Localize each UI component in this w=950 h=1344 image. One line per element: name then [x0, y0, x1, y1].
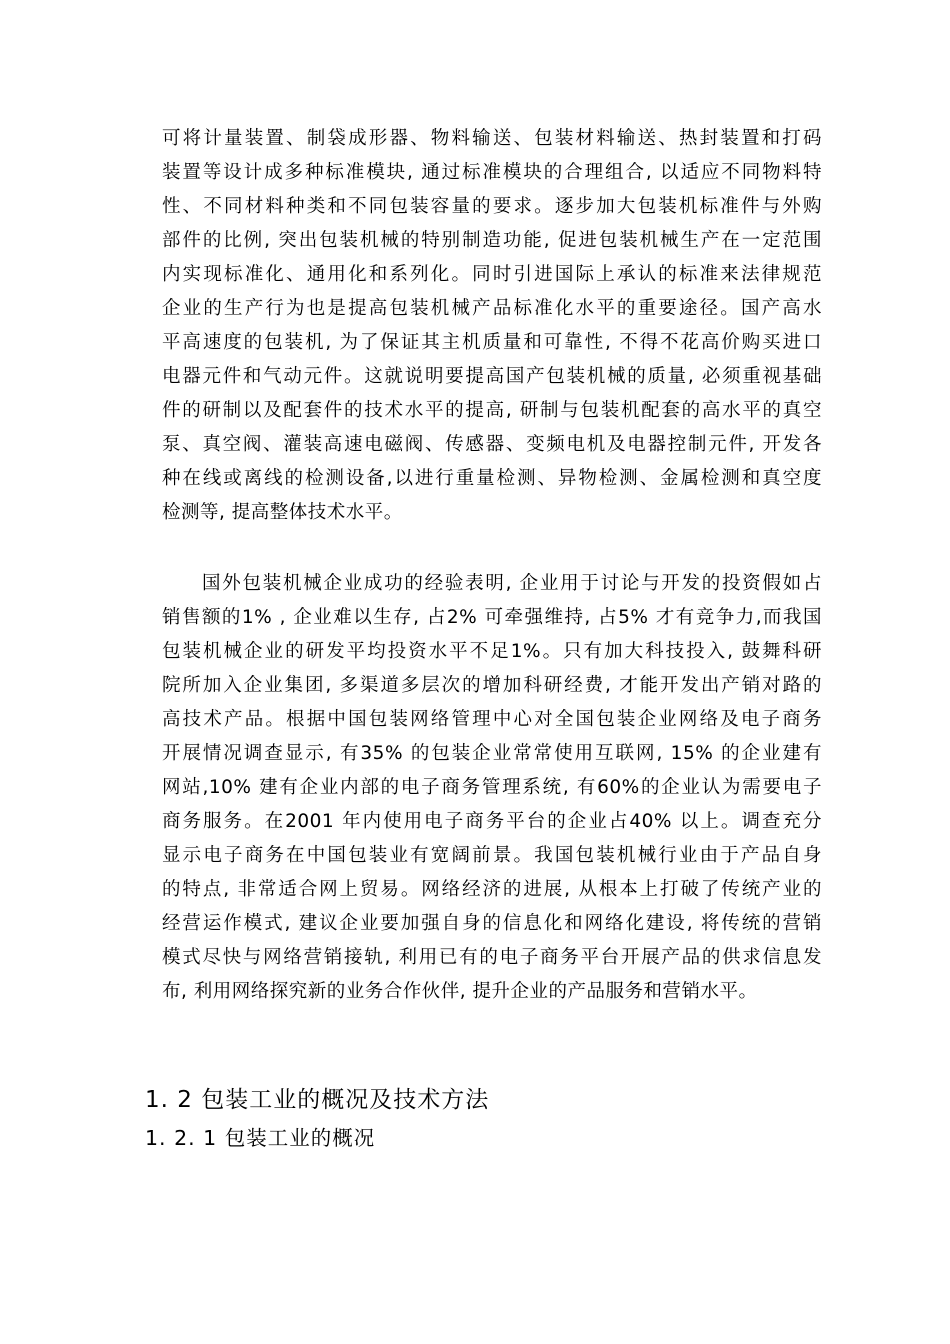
paragraph-line: 显示电子商务在中国包装业有宽阔前景。我国包装机械行业由于产品自身 [162, 845, 822, 866]
paragraph-line: 模式尽快与网络营销接轨, 利用已有的电子商务平台开展产品的供求信息发 [162, 947, 822, 968]
paragraph-line: 商务服务。在2001 年内使用电子商务平台的企业占40% 以上。调查充分 [162, 811, 822, 832]
paragraph-line: 网站,10% 建有企业内部的电子商务管理系统, 有60%的企业认为需要电子 [162, 777, 822, 798]
paragraph-line: 装置等设计成多种标准模块, 通过标准模块的合理组合, 以适应不同物料特 [162, 162, 822, 183]
paragraph-line: 开展情况调查显示, 有35% 的包装企业常常使用互联网, 15% 的企业建有 [162, 743, 822, 764]
paragraph-line: 院所加入企业集团, 多渠道多层次的增加科研经费, 才能开发出产销对路的 [162, 675, 822, 696]
paragraph-line: 电器元件和气动元件。这就说明要提高国产包装机械的质量, 必须重视基础 [162, 366, 822, 387]
paragraph-line: 泵、真空阀、灌装高速电磁阀、传感器、变频电机及电器控制元件, 开发各 [162, 434, 822, 455]
subsection-heading: 1. 2. 1 包装工业的概况 [145, 1126, 376, 1150]
paragraph-rd-investment-ecommerce [162, 567, 822, 1009]
paragraph-line: 检测等, 提高整体技术水平。 [162, 502, 403, 523]
paragraph-line: 件的研制以及配套件的技术水平的提高, 研制与包装机配套的高水平的真空 [162, 400, 822, 421]
paragraph-line: 经营运作模式, 建议企业要加强自身的信息化和网络化建设, 将传统的营销 [162, 913, 822, 934]
paragraph-line: 高技术产品。根据中国包装网络管理中心对全国包装企业网络及电子商务 [162, 709, 822, 730]
paragraph-line: 企业的生产行为也是提高包装机械产品标准化水平的重要途径。国产高水 [162, 298, 822, 319]
paragraph-line: 的特点, 非常适合网上贸易。网络经济的进展, 从根本上打破了传统产业的 [162, 879, 822, 900]
paragraph-line: 内实现标准化、通用化和系列化。同时引进国际上承认的标准来法律规范 [162, 264, 822, 285]
paragraph-line: 销售额的1% , 企业难以生存, 占2% 可牵强维持, 占5% 才有竞争力,而我国 [162, 607, 822, 628]
paragraph-line: 布, 利用网络探究新的业务合作伙伴, 提升企业的产品服务和营销水平。 [162, 981, 758, 1002]
paragraph-line: 性、不同材料种类和不同包装容量的要求。逐步加大包装机标准件与外购 [162, 196, 822, 217]
paragraph-packaging-standardization [162, 122, 822, 530]
section-heading: 1. 2 包装工业的概况及技术方法 [145, 1087, 490, 1113]
paragraph-line: 包装机械企业的研发平均投资水平不足1%。只有加大科技投入, 鼓舞科研 [162, 641, 822, 662]
paragraph-line: 部件的比例, 突出包装机械的特别制造功能, 促进包装机械生产在一定范围 [162, 230, 822, 251]
paragraph-line: 种在线或离线的检测设备,以进行重量检测、异物检测、金属检测和真空度 [162, 468, 822, 489]
paragraph-line: 平高速度的包装机, 为了保证其主机质量和可靠性, 不得不花高价购买进口 [162, 332, 822, 353]
paragraph-line: 可将计量装置、制袋成形器、物料输送、包装材料输送、热封装置和打码 [162, 128, 822, 149]
paragraph-line: 国外包装机械企业成功的经验表明, 企业用于讨论与开发的投资假如占 [202, 573, 822, 594]
